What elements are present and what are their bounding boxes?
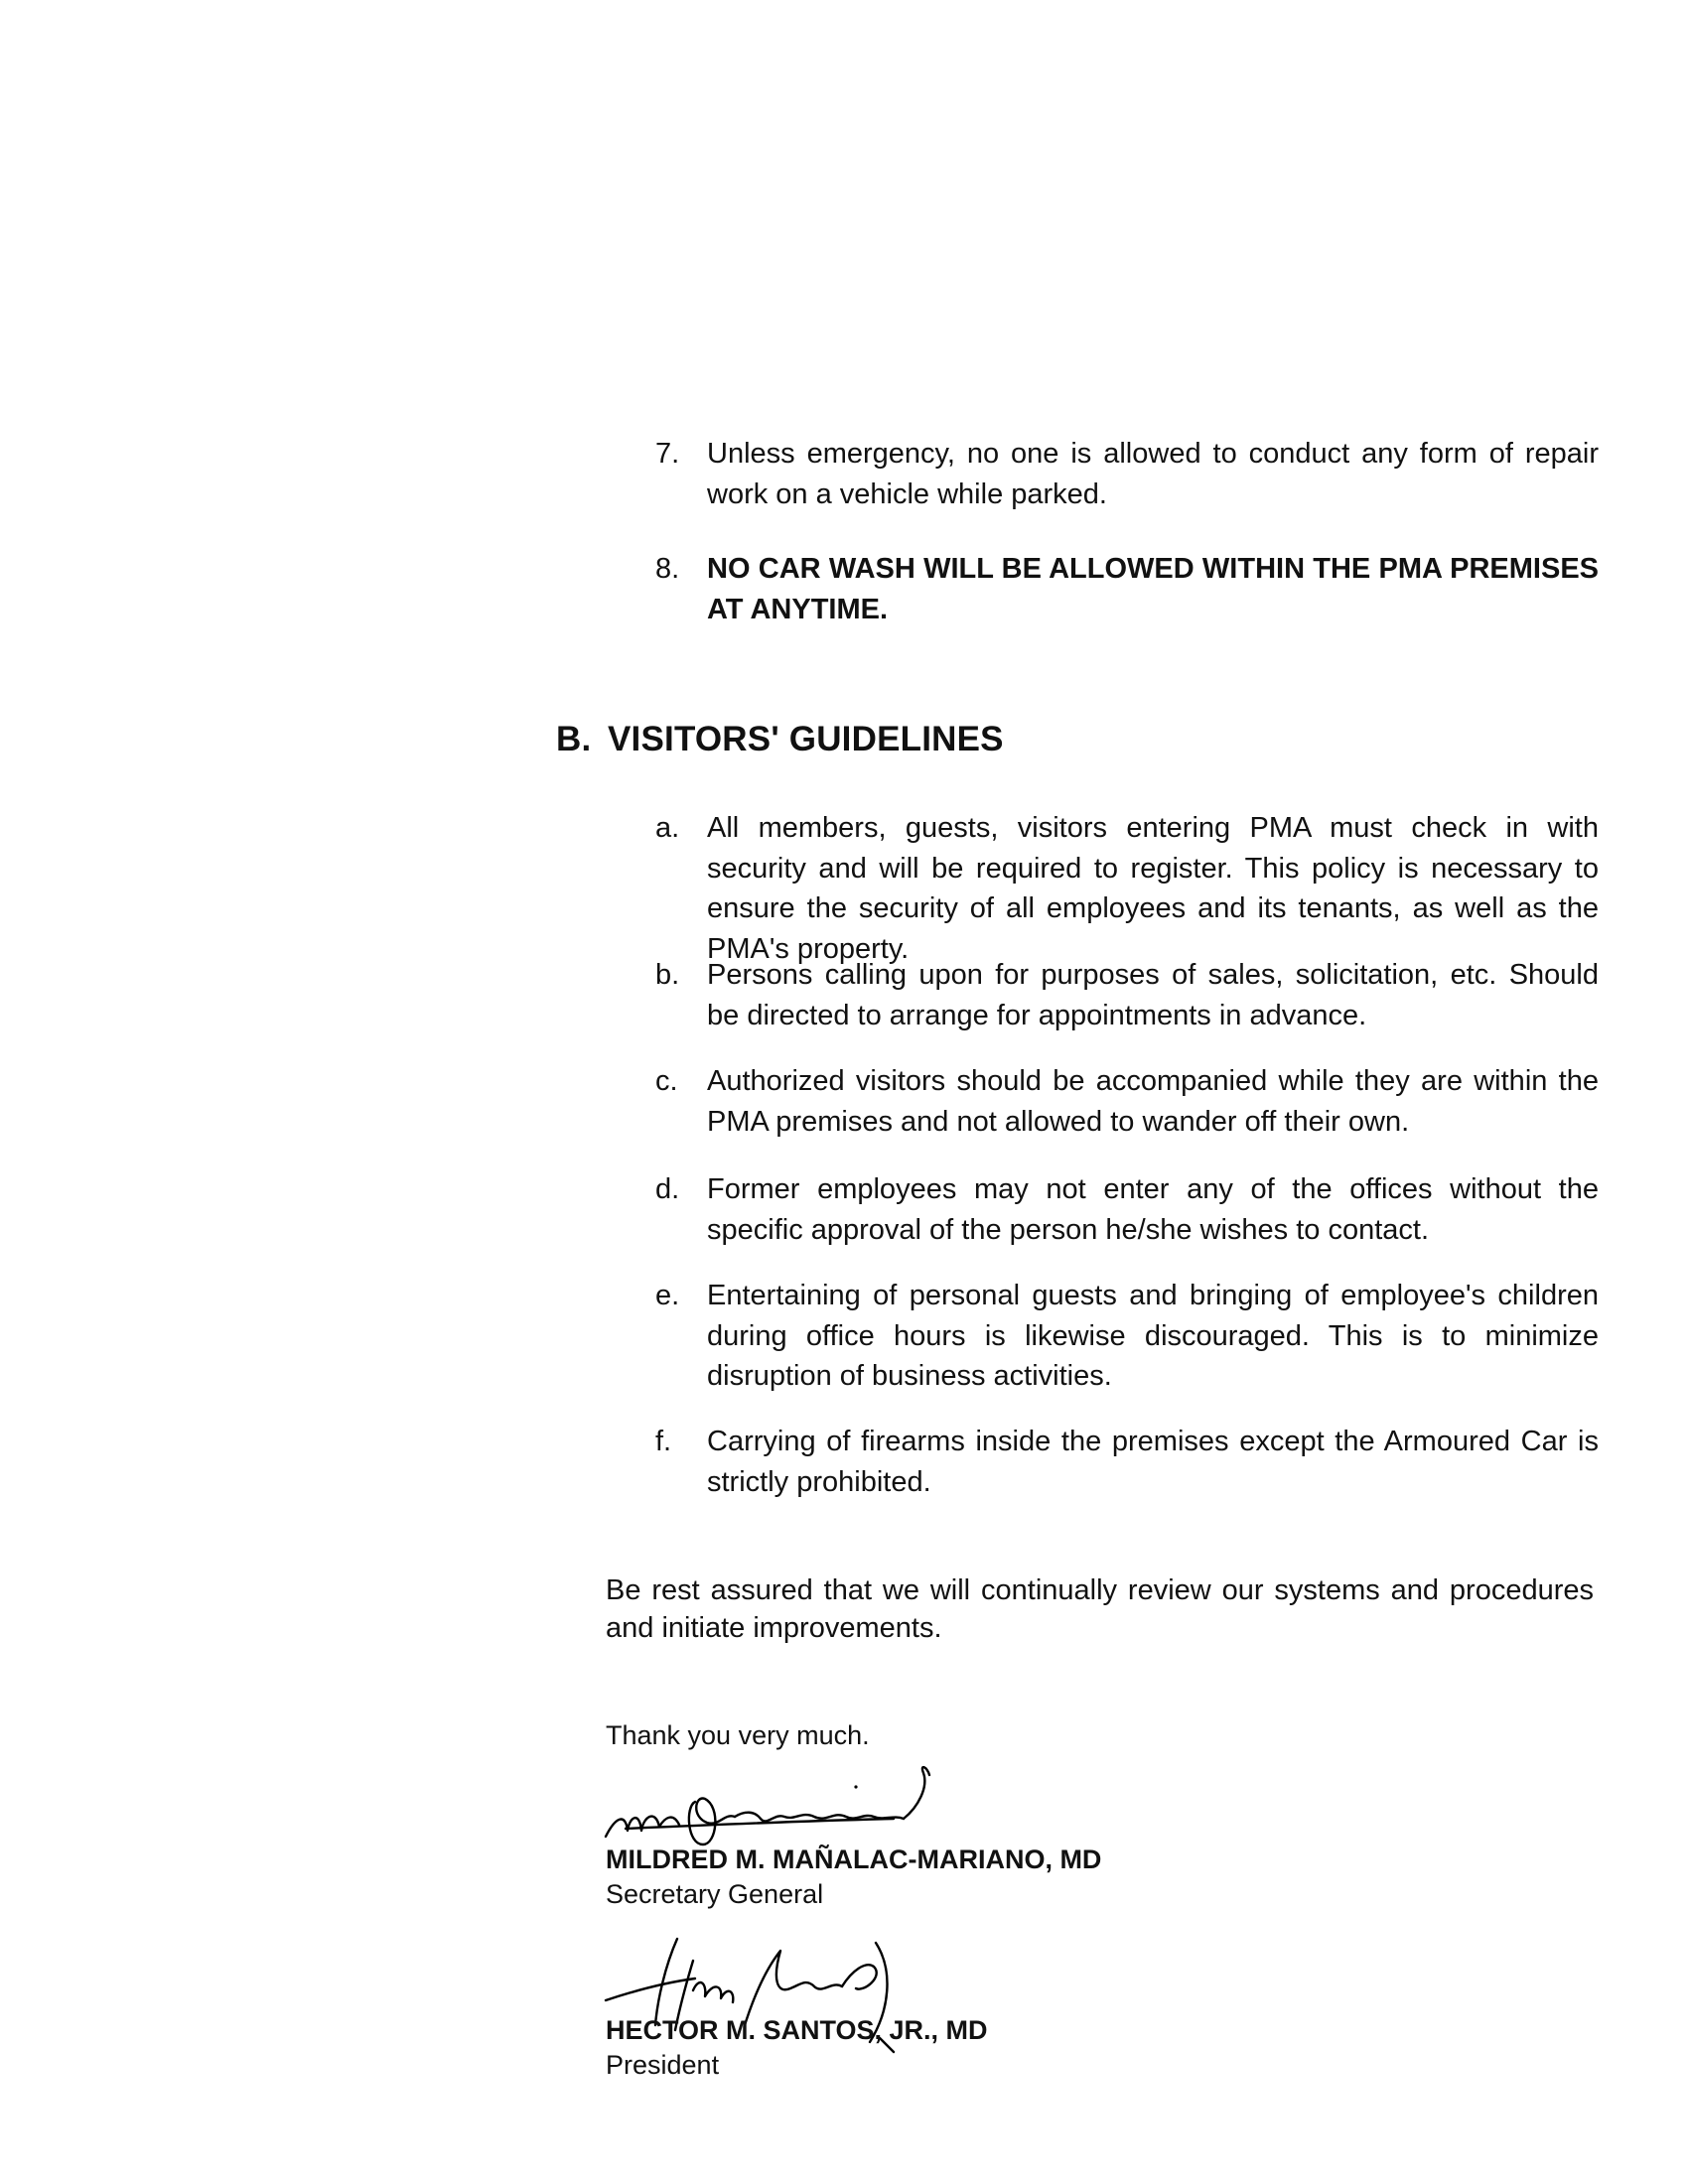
guideline-item-d: [655, 1169, 1599, 1250]
guideline-letter: b.: [655, 959, 680, 991]
guideline-letter: f.: [655, 1426, 672, 1457]
signatory-name: MILDRED M. MAÑALAC-MARIANO, MD: [606, 1844, 1102, 1874]
guideline-text: Former employees may not enter any of the offices without the specific approval of the person he/she wishes to contact.: [707, 1173, 1599, 1246]
guideline-letter: e.: [655, 1280, 680, 1311]
guideline-text: All members, guests, visitors entering PMA must check in with security and will be required to register. This policy is necessary to ensure the security of all employees and its tenants, as well as the PMA's property.: [707, 812, 1599, 965]
rule-item-7: [655, 434, 1599, 515]
guideline-letter: c.: [655, 1065, 678, 1097]
signatory-name: HECTOR M. SANTOS, JR., MD: [606, 2015, 988, 2045]
guideline-item-f: [655, 1422, 1599, 1502]
section-title: VISITORS' GUIDELINES: [608, 720, 1004, 758]
guideline-item-b: [655, 955, 1599, 1035]
guideline-letter: d.: [655, 1173, 680, 1205]
guideline-item-e: [655, 1276, 1599, 1397]
section-letter: B.: [556, 720, 592, 758]
rule-number: 7.: [655, 438, 680, 470]
guideline-letter: a.: [655, 812, 680, 844]
guideline-text: Entertaining of personal guests and bringing of employee's children during office hours is likewise discouraged. This is to minimize disruption of business activities.: [707, 1280, 1599, 1392]
guideline-text: Carrying of firearms inside the premises except the Armoured Car is strictly prohibited.: [707, 1426, 1599, 1498]
rule-text: Unless emergency, no one is allowed to conduct any form of repair work on a vehicle while parked.: [707, 438, 1599, 510]
signature-secretary-general: [596, 1747, 993, 1856]
rule-text: NO CAR WASH WILL BE ALLOWED WITHIN THE PMA PREMISES AT ANYTIME.: [707, 553, 1599, 625]
signatory-title: President: [606, 2050, 720, 2080]
thank-you-line: Thank you very much.: [606, 1720, 870, 1750]
signatory-title: Secretary General: [606, 1879, 824, 1909]
rule-item-8: [655, 549, 1599, 630]
guideline-text: Persons calling upon for purposes of sales, solicitation, etc. Should be directed to arrange for appointments in advance.: [707, 959, 1599, 1031]
rule-number: 8.: [655, 553, 680, 585]
guideline-text: Authorized visitors should be accompanied while they are within the PMA premises and not allowed to wander off their own.: [707, 1065, 1599, 1138]
guideline-item-a: [655, 808, 1599, 969]
closing-paragraph: Be rest assured that we will continually review our systems and procedures and initiate improvements.: [606, 1574, 1594, 1644]
guideline-item-c: [655, 1061, 1599, 1142]
section-heading: [556, 720, 1004, 759]
